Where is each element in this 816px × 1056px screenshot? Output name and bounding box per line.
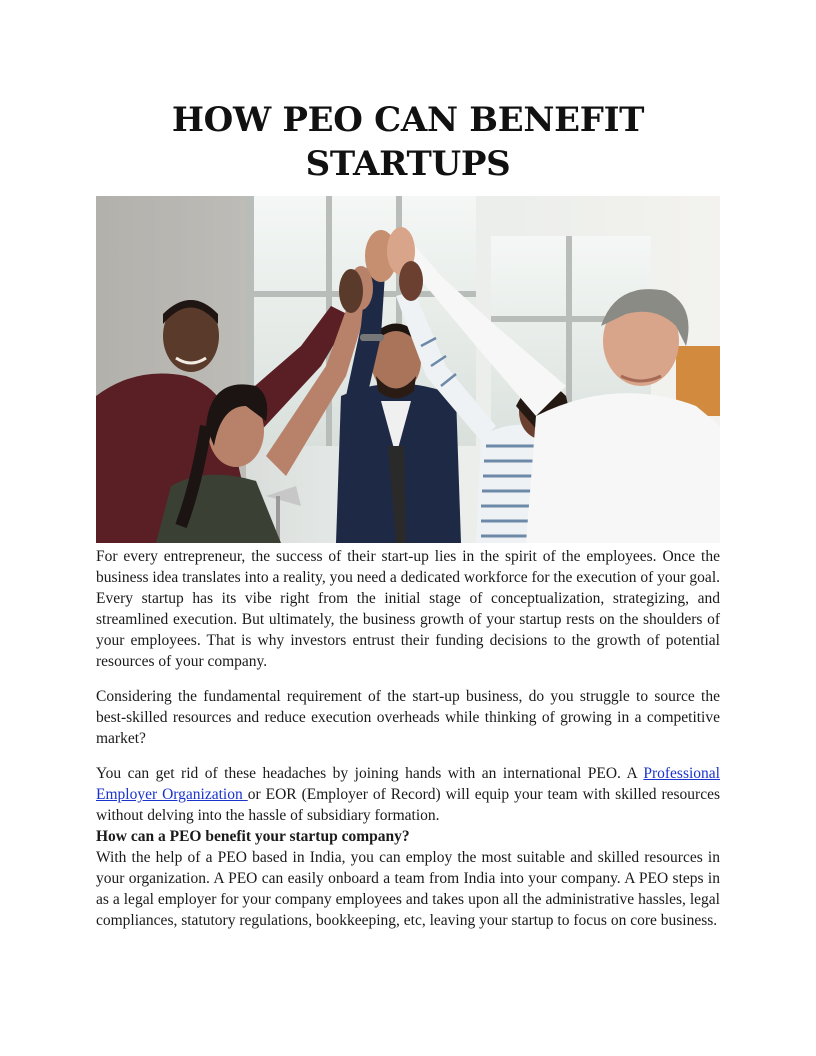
benefit-paragraph: With the help of a PEO based in India, you can employ the most suitable and skilled resources in your organization. A PEO can easily onboard a team from India into your company. A PEO steps in as a legal employer for your company employees and takes upon all the administrative hassles, legal compliances, statutory regulations, bookkeeping, etc, leaving your startup to focus on core business. — [96, 849, 720, 929]
peo-paragraph-text-after: or EOR (Employer of Record) will equip your team with skilled resources without delving into the hassle of subsidiary formation. — [96, 786, 720, 824]
professional-employer-organization-link[interactable]: Professional Employer Organization — [96, 765, 720, 803]
hero-image — [96, 196, 720, 543]
document-page — [96, 98, 720, 931]
question-paragraph: Considering the fundamental requirement of the start-up business, do you struggle to source the best-skilled resources and reduce execution overheads while thinking of growing in a competitive market? — [96, 688, 720, 747]
page-title: HOW PEO CAN BENEFIT STARTUPS — [171, 100, 645, 184]
peo-paragraph-text-before: You can get rid of these headaches by joining hands with an international PEO. A — [96, 765, 644, 782]
peo-paragraph — [96, 763, 720, 826]
section-heading: How can a PEO benefit your startup company? — [96, 828, 410, 845]
intro-paragraph: For every entrepreneur, the success of their start-up lies in the spirit of the employees. Once the business idea translates into a reality, you need a dedicated workforce for the execution of your goal. Every startup has its vibe right from the initial stage of conceptualization, strategizing, and streamlined execution. But ultimately, the business growth of your startup rests on the shoulders of your employees. That is why investors entrust their funding decisions to the growth of potential resources of your company. — [96, 548, 720, 670]
